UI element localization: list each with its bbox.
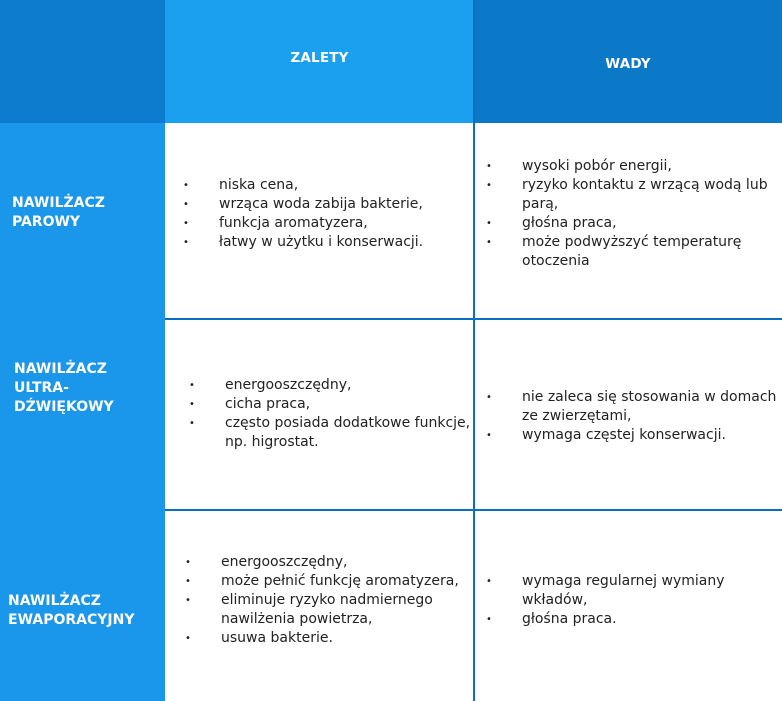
list-item: • może pełnić funkcję aromatyzera, (185, 572, 474, 591)
list-item: • często posiada dodatkowe funkcje, np. higrostat. (189, 414, 474, 452)
steam-pros-list (183, 176, 423, 252)
column-header-cons-label: WADY (605, 55, 651, 72)
evaporative-pros-cell (165, 510, 474, 701)
list-item: • wysoki pobór energii, (486, 157, 782, 176)
list-item: • cicha praca, (189, 395, 474, 414)
list-item: • nie zaleca się stosowania w domach ze zwierzętami, (486, 388, 782, 426)
evaporative-cons-list (486, 572, 782, 629)
row-divider (165, 509, 782, 511)
list-item: • energooszczędny, (189, 376, 474, 395)
list-item: • usuwa bakterie. (185, 629, 474, 648)
evaporative-cons-cell (474, 510, 782, 701)
evaporative-pros-list (185, 553, 474, 648)
row-header-steam-label: NAWILŻACZ PAROWY (12, 195, 105, 230)
list-item: • wrząca woda zabija bakterie, (183, 195, 423, 214)
steam-cons-cell (474, 123, 782, 319)
list-item: • funkcja aromatyzera, (183, 214, 423, 233)
column-header-pros-label: ZALETY (290, 49, 349, 66)
table-corner (0, 0, 165, 123)
ultrasonic-pros-list (189, 376, 474, 452)
column-divider (473, 0, 475, 701)
row-header-ultrasonic (0, 319, 165, 510)
list-item: • głośna praca. (486, 610, 782, 629)
ultrasonic-cons-list (486, 388, 782, 445)
column-header-cons (474, 0, 782, 123)
row-header-steam (0, 123, 165, 319)
row-header-evaporative-label: NAWILŻACZ EWAPORACYJNY (8, 592, 135, 628)
row-header-ultrasonic-label: NAWILŻACZ ULTRA- DŹWIĘKOWY (14, 361, 114, 415)
row-header-evaporative (0, 510, 165, 701)
list-item: • eliminuje ryzyko nadmiernego nawilżenia powietrza, (185, 591, 474, 629)
list-item: • może podwyższyć temperaturę otoczenia (486, 233, 782, 271)
ultrasonic-pros-cell (165, 319, 474, 510)
ultrasonic-cons-cell (474, 319, 782, 510)
list-item: • wymaga częstej konserwacji. (486, 426, 782, 445)
column-header-pros (165, 0, 474, 123)
row-divider (165, 318, 782, 320)
list-item: • niska cena, (183, 176, 423, 195)
list-item: • wymaga regularnej wymiany wkładów, (486, 572, 782, 610)
steam-cons-list (486, 157, 782, 271)
list-item: • energooszczędny, (185, 553, 474, 572)
list-item: • ryzyko kontaktu z wrzącą wodą lub parą, (486, 176, 782, 214)
steam-pros-cell (165, 123, 474, 319)
list-item: • głośna praca, (486, 214, 782, 233)
list-item: • łatwy w użytku i konserwacji. (183, 233, 423, 252)
